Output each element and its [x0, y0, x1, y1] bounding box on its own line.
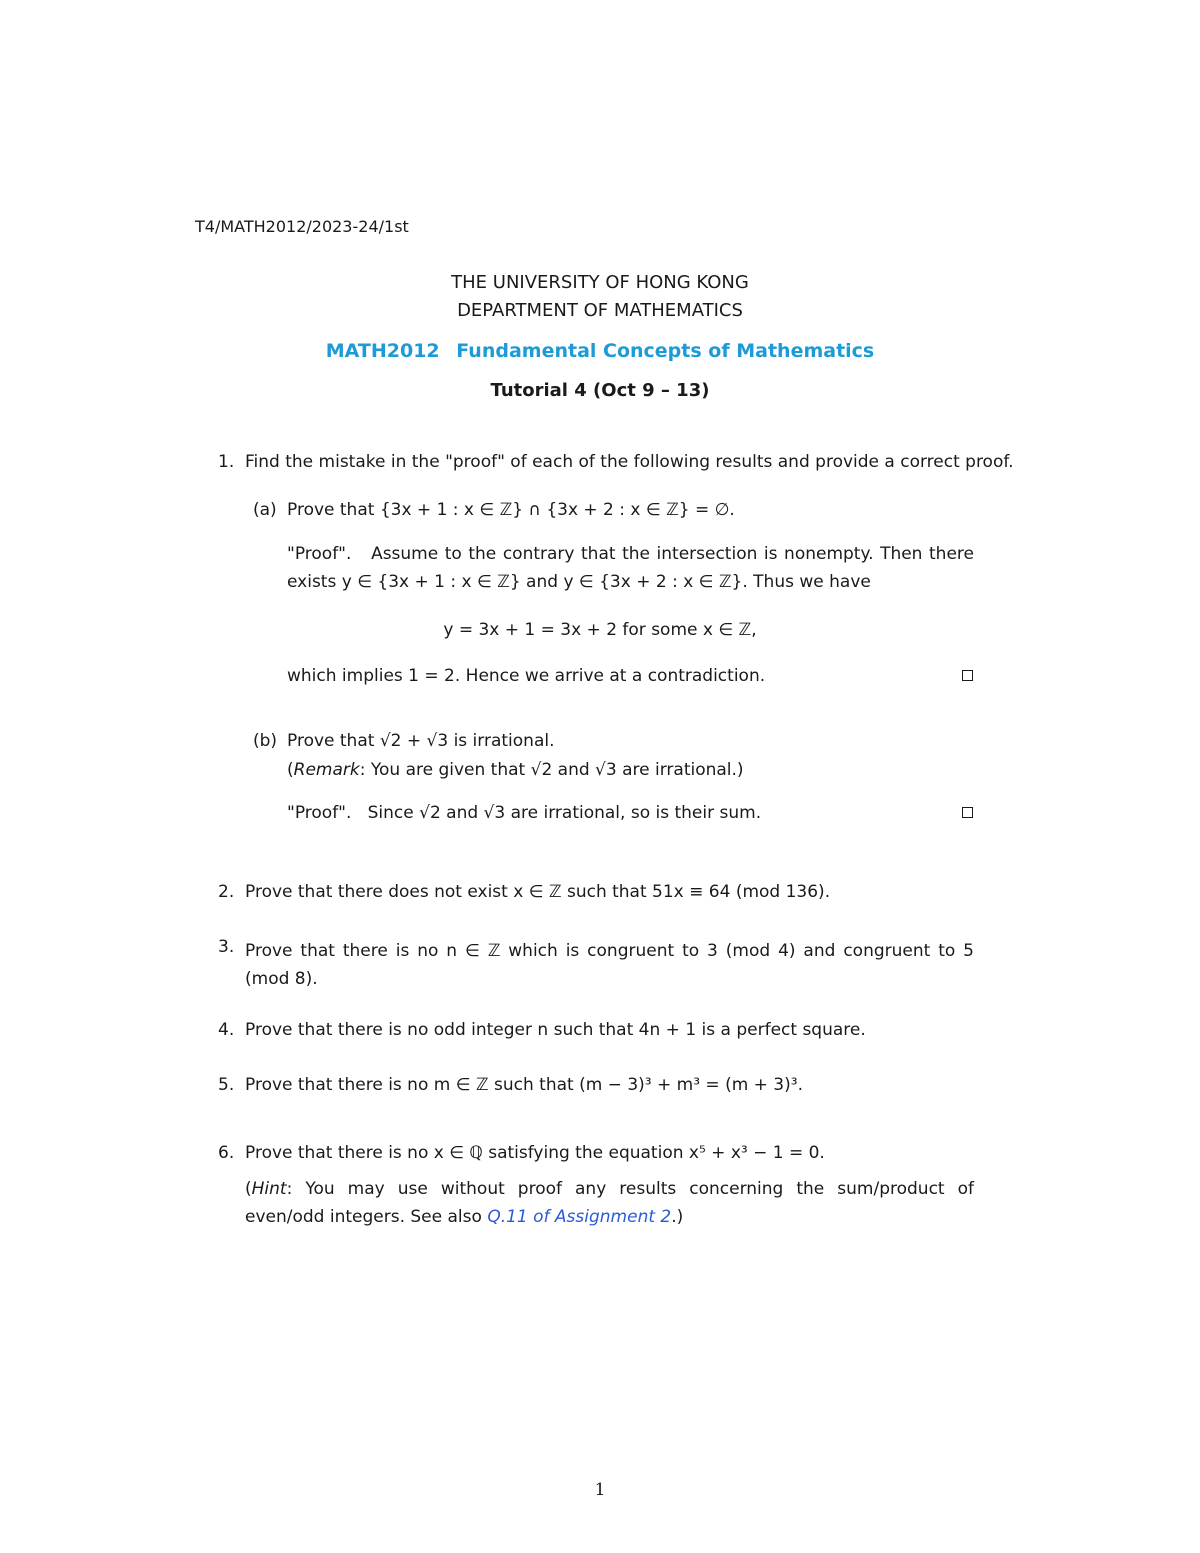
proof-body: Assume to the contrary that the intersection is nonempty. Then there exists y ∈ {3x + 1 : x ∈ ℤ} and y ∈ {3x + 2 : x ∈ ℤ}. Thus we have: [287, 544, 974, 592]
document-code: T4/MATH2012/2023-24/1st: [195, 217, 409, 236]
problem-6-number: 6.: [218, 1143, 235, 1163]
problem-1a-proof: [287, 540, 974, 596]
remark-label: Remark: [293, 760, 360, 780]
hint-text: : You may use without proof any results concerning the sum/product of even/odd integers. See also: [245, 1179, 974, 1227]
hint-label: Hint: [251, 1179, 287, 1199]
problem-6-text: Prove that there is no x ∈ ℚ satisfying the equation x⁵ + x³ − 1 = 0.: [245, 1143, 825, 1163]
proof-label: "Proof".: [287, 544, 352, 564]
problem-1-number: 1.: [218, 452, 235, 472]
course-name: Fundamental Concepts of Mathematics: [456, 340, 875, 362]
problem-3-text: Prove that there is no n ∈ ℤ which is congruent to 3 (mod 4) and congruent to 5 (mod 8).: [245, 941, 974, 989]
proof-label: "Proof".: [287, 803, 352, 823]
problem-5-text: Prove that there is no m ∈ ℤ such that (m − 3)³ + m³ = (m + 3)³.: [245, 1075, 803, 1095]
page-number: 1: [594, 1480, 606, 1500]
remark-text: : You are given that √2 and √3 are irrational.): [359, 760, 744, 780]
problem-1a-statement: Prove that {3x + 1 : x ∈ ℤ} ∩ {3x + 2 : x ∈ ℤ} = ∅.: [287, 500, 735, 520]
problem-6-hint: (Hint: You may use without proof any results concerning the sum/product of even/odd integers. See also Q.11 of Assignment 2.): [245, 1179, 974, 1227]
problem-1b-proof: [287, 803, 761, 823]
problem-1b-label: (b): [253, 731, 278, 751]
qed-icon: [962, 807, 973, 818]
department-name: DEPARTMENT OF MATHEMATICS: [457, 300, 743, 321]
problem-2-number: 2.: [218, 882, 235, 902]
problem-1b-statement: Prove that √2 + √3 is irrational.: [287, 731, 555, 751]
qed-icon: [962, 670, 973, 681]
problem-1a-label: (a): [253, 500, 277, 520]
problem-3-number: 3.: [218, 937, 235, 957]
problem-1-text: Find the mistake in the "proof" of each of the following results and provide a correct proof.: [245, 452, 1014, 472]
problem-4-number: 4.: [218, 1020, 235, 1040]
problem-5-number: 5.: [218, 1075, 235, 1095]
hint-end: .): [671, 1207, 684, 1227]
problem-2-text: Prove that there does not exist x ∈ ℤ such that 51x ≡ 64 (mod 136).: [245, 882, 831, 902]
course-title: [0, 340, 1200, 362]
problem-1a-conclusion: which implies 1 = 2. Hence we arrive at a contradiction.: [287, 666, 766, 686]
assignment-link[interactable]: Q.11 of Assignment 2: [487, 1207, 672, 1227]
problem-1a-display-equation: y = 3x + 1 = 3x + 2 for some x ∈ ℤ,: [443, 620, 757, 640]
university-name: THE UNIVERSITY OF HONG KONG: [451, 272, 749, 293]
proof-body: Since √2 and √3 are irrational, so is their sum.: [367, 803, 762, 823]
tutorial-title: Tutorial 4 (Oct 9 – 13): [490, 380, 710, 401]
problem-1b-remark: (Remark: You are given that √2 and √3 are irrational.): [287, 760, 744, 780]
course-code: MATH2012: [325, 340, 440, 362]
problem-4-text: Prove that there is no odd integer n such that 4n + 1 is a perfect square.: [245, 1020, 866, 1040]
